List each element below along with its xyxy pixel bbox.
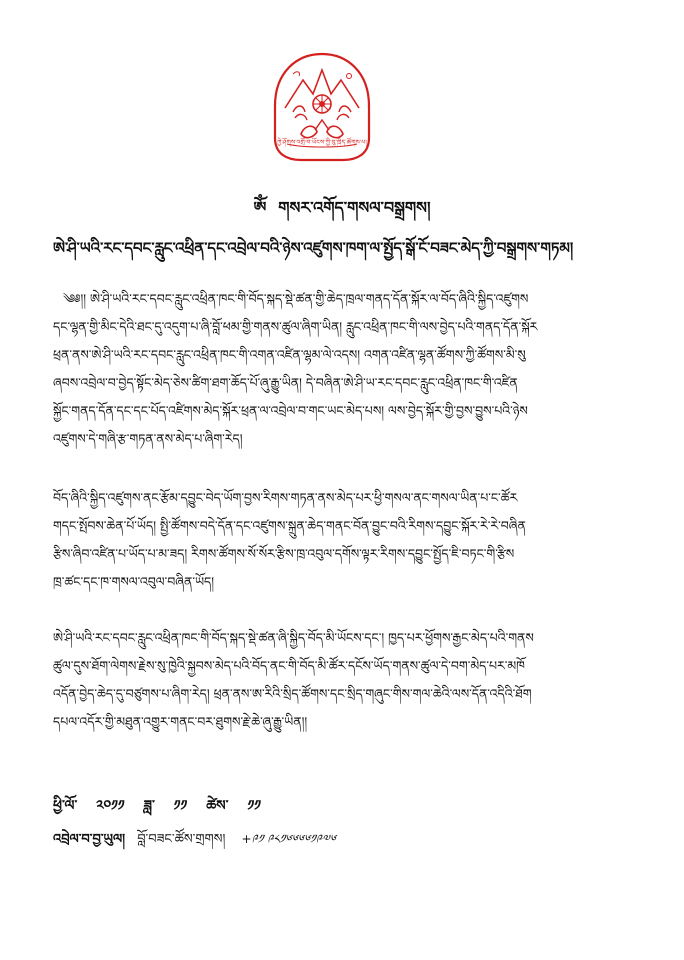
title-mark: ༀ (253, 198, 267, 217)
paragraph-line: ཕྲན་ནས་ཨེ་ཤི་ཡའི་རང་དབང་རླུང་འཕྲིན་ཁང་གི་འགན་འཛིན་ལྷམ་ལེ་འདས། འགན་འཛིན་ལྷན་ཚོགས་ཀྱི་ཚོགས་མི་སུ (53, 347, 526, 362)
contact-person: བློ་བཟང་ཚོས་གྲགས། (137, 832, 226, 847)
document-title (0, 190, 684, 235)
organization-seal (263, 46, 381, 166)
document-headline: ཨེ་ཤི་ཡའི་རང་དབང་རླུང་འཕྲིན་དང་འབྲེལ་བའི་ཉེས་འཛུགས་ཁག་ལ་སྤྱོད་སྒོ་ངོ་བཟང་མེད་ཀྱི་བསྒྲགས་གཏམ། (53, 239, 574, 257)
paragraph-line: ༄༅།། ཨེ་ཤི་ཡའི་རང་དབང་རླུང་འཕྲིན་ཁང་གི་བོད་སྐད་སྡེ་ཚན་གྱི་ཆེད་ཁྲལ་གནད་དོན་སྐོར་ལ་བོད་ཞིའི་སྐྱིད་འཛུགས (63, 291, 529, 306)
paragraph-2 (53, 484, 637, 596)
paragraph-line: ཚུལ་དུས་ཐོག་ལེགས་རྗེས་སུ་ཁྱེའི་སྐྱབས་མེད་པའི་བོད་ནང་གི་བོད་མི་ཚོར་དངོས་ཡོད་གནས་ཚུལ་དེ་བག་མེད་པར་མཁོ (53, 658, 525, 673)
contact-phone: +༩༡ ༩༨༡༦༦༦༦༡༩༧༦ (241, 832, 336, 846)
paragraph-line: བོད་ཞིའི་སྐྱིད་འཛུགས་ནང་རྩོམ་དབྱུང་བེད་ཡོག་བྱས་རིགས་གཏན་ནས་མེད་པར་ཕྱི་གསལ་ནང་གསལ་ཡིན་པ་ང་ཚོར (53, 490, 518, 505)
paragraph-3 (53, 624, 637, 736)
paragraph-line: དཔལ་འདོར་གྱི་མཐུན་འགྱུར་གནང་བར་ཐུགས་རྗེ་ཆེ་ཞུ་རྒྱུ་ཡིན།། (53, 714, 308, 729)
date-month-label: ཟླ་ (143, 798, 155, 814)
date-day-label: ཚེས་ (206, 798, 229, 814)
seal-inscription: ཀྱེ་ཤོགས་འགྲོ་བ་ཡོངས་ཀྱི་བུ་ཁྲིད་ཚོགས་པ། (277, 139, 367, 146)
contact-info (53, 824, 336, 861)
paragraph-line: རྩིས་ཞིབ་འཛིན་པ་ཡོད་པ་མ་ཟད། རིགས་ཚོགས་སོ་སོར་རྩིས་ཁྲ་འབུལ་དགོས་ལྟར་རིགས་དབྱུང་སྤྱོད་ཇི་བཏང་གི་རྩིས (53, 546, 515, 561)
date-year-label: ཕྱི་ལོ་ (53, 798, 78, 814)
title-text: གསར་འགོད་གསལ་བསྒྲགས། (278, 198, 431, 217)
paragraph-line: སྐྱོང་གནད་དོན་དང་དང་པོད་འཛིགས་མེད་སྐོར་ཕྲན་ལ་འབྲེལ་བ་གང་ཡང་མེད་པས། ལས་བྱེད་སྐོར་གྱི་བྱས་བྱུས་པའི་ཉེས (53, 403, 528, 418)
paragraph-line: གདང་སྤོབས་ཆེན་པོ་ཡོད། སྤྱི་ཚོགས་བདེ་དོན་དང་འཛུགས་སྐྲུན་ཆེད་གནང་བོན་བྱུང་བའི་རིགས་དབྱུང་སྐོར་རེ་རེ་བཞིན (53, 518, 526, 533)
paragraph-1 (53, 285, 637, 453)
paragraph-line: འདོན་བྱེད་ཆེད་དུ་བཙུགས་པ་ཞིག་རེད། ཕྲན་ནས་ཨ་རིའི་སྲིད་ཚོགས་དང་སྲིད་གཞུང་གིས་གལ་ཆེའི་ལས་དོན་འདིའི་ཐོག (53, 686, 532, 701)
date-month: ༡༡ (173, 798, 188, 814)
contact-label: འབྲེལ་བ་བྱ་ཡུལ། (53, 832, 126, 847)
date-day: ༡༡ (247, 798, 262, 814)
paragraph-line: ཞབས་འབྲེལ་བ་བྱེད་སྟོང་མེད་ཅེས་ཚིག་ཐག་ཆོད་པོ་ཞུ་རྒྱུ་ཡིན། དེ་བཞིན་ཨེ་ཤི་ཡ་རང་དབང་རླུང་འཕྲིན་ཁང་གི་འཛིན (53, 375, 518, 390)
paragraph-line: དང་ལྷན་གྱི་མིང་དེའི་ཐང་དུ་འདུག་པ་ཞི་བློ་ཕམ་གྱི་གནས་ཚུལ་ཞིག་ཡིན། རླུང་འཕྲིན་ཁང་གི་ལས་བྱེད་པའི་གནད་དོན་སྐོར (53, 319, 538, 334)
document-date (53, 789, 275, 829)
date-year: ༢༠༡༡ (96, 798, 125, 814)
paragraph-line: ཁྲ་ཚང་དང་ཁ་གསལ་འབུལ་བཞིན་ཡོད། (53, 574, 215, 589)
paragraph-line: འཛུགས་དེ་གཞི་རྩ་གཏན་ནས་མེད་པ་ཞིག་རེད། (53, 431, 243, 446)
paragraph-line: ཨེ་ཤི་ཡའི་རང་དབང་རླུང་འཕྲིན་ཁང་གི་བོད་སྐད་སྡེ་ཚན་ཞི་སྐྱིད་བོད་མི་ཡོངས་དང་། ཁྱད་པར་ཕྱོགས་རྒྱང་མེད་པའི་གནས (53, 630, 534, 645)
